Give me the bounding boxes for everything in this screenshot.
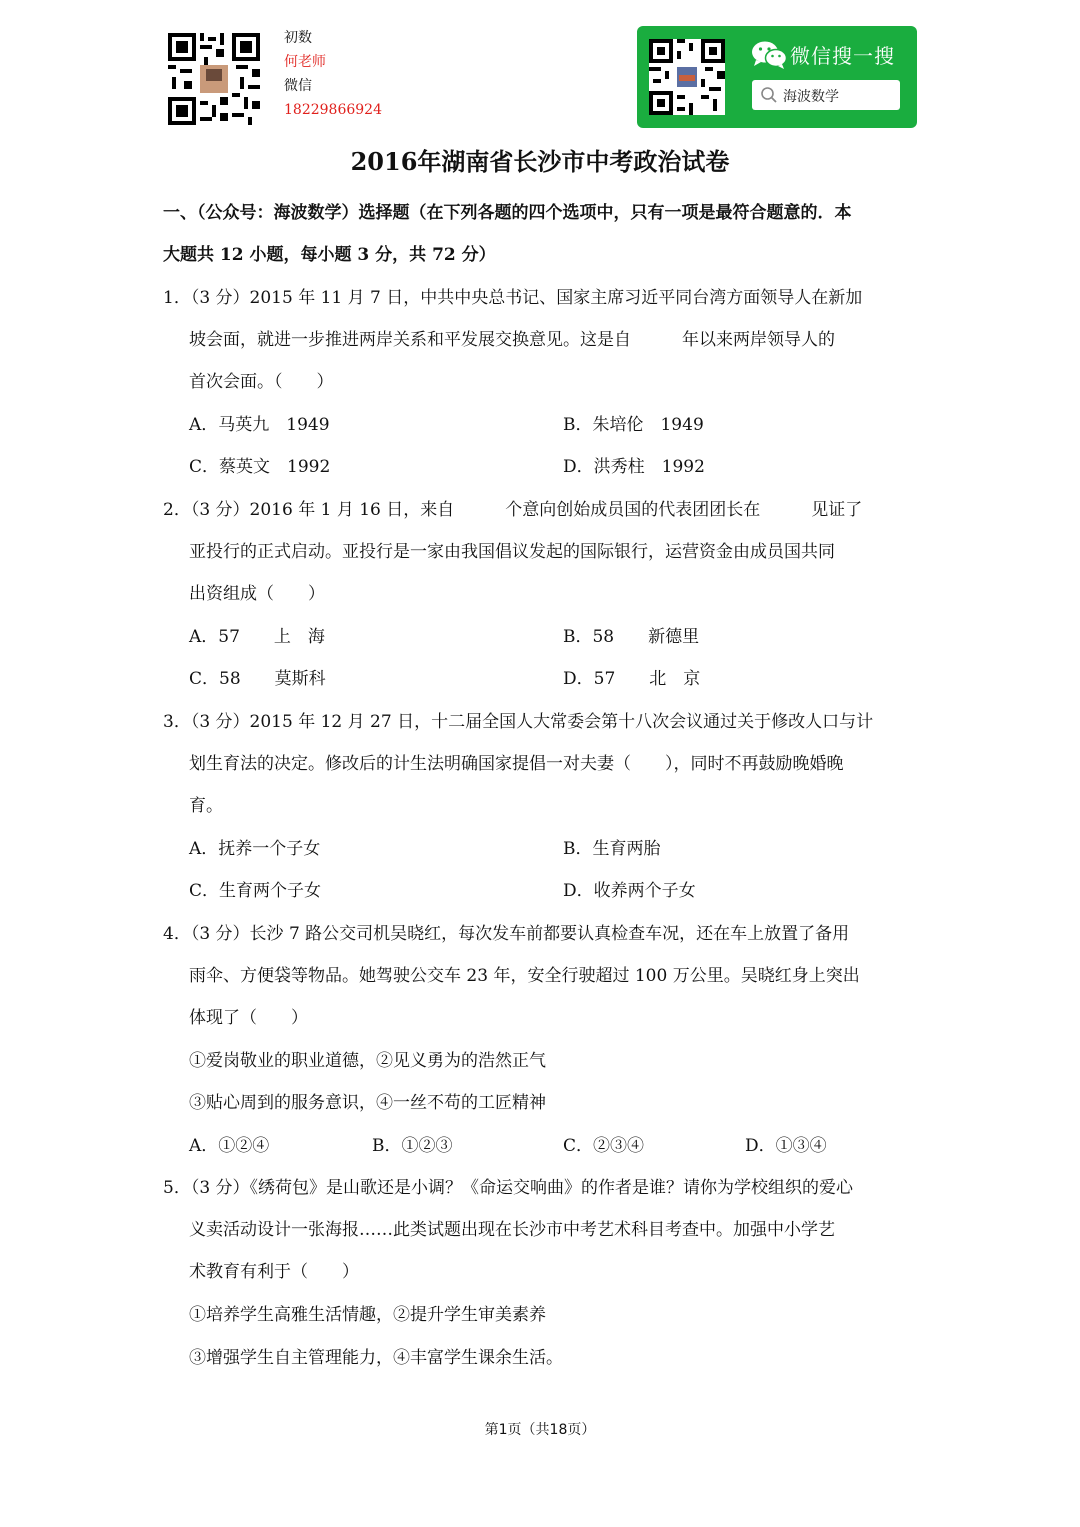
wechat-search-text: 海波数学 (783, 89, 839, 105)
question-2-line1: 2．（3 分）2016 年 1 月 16 日，来自 个意向创始成员国的代表团团长在 见证了 (163, 500, 863, 520)
teacher-qr-code (168, 33, 260, 125)
question-3-option-b[interactable]: B．生育两胎 (563, 839, 661, 859)
search-icon (760, 86, 778, 108)
qr-code-icon (168, 33, 260, 125)
wechat-qr-code (649, 39, 725, 115)
question-4-option-b[interactable]: B．①②③ (372, 1136, 453, 1156)
wechat-search-box[interactable] (752, 80, 900, 110)
question-3-option-c[interactable]: C．生育两个子女 (189, 881, 322, 901)
section-heading-line2: 大题共 12 小题，每小题 3 分，共 72 分） (163, 245, 496, 265)
question-2-option-c[interactable]: C．58 莫斯科 (189, 669, 326, 689)
question-1-option-c[interactable]: C．蔡英文 1992 (189, 457, 331, 477)
question-4-option-c[interactable]: C．②③④ (563, 1136, 645, 1156)
question-2-option-a[interactable]: A．57 上 海 (189, 627, 325, 647)
question-1-option-b[interactable]: B．朱培伦 1949 (563, 415, 704, 435)
contact-line1: 初数 (284, 30, 312, 46)
question-5-line2: 义卖活动设计一张海报……此类试题出现在长沙市中考艺术科目考查中。加强中小学艺 (189, 1220, 835, 1240)
question-1-option-d[interactable]: D．洪秀柱 1992 (563, 457, 705, 477)
contact-info (284, 26, 382, 122)
section-heading-line1: 一、（公众号：海波数学）选择题（在下列各题的四个选项中，只有一项是最符合题意的．本 (163, 203, 852, 223)
contact-phone: 18229866924 (284, 102, 382, 118)
question-2-line2: 亚投行的正式启动。亚投行是一家由我国倡议发起的国际银行，运营资金由成员国共同 (189, 542, 835, 562)
question-4-line2: 雨伞、方便袋等物品。她驾驶公交车 23 年，安全行驶超过 100 万公里。吴晓红身上突出 (189, 966, 860, 986)
question-4-line3: 体现了（ ） (189, 1008, 308, 1028)
wechat-logo-icon (751, 40, 787, 70)
question-4-statement1: ①爱岗敬业的职业道德，②见义勇为的浩然正气 (189, 1051, 546, 1071)
wechat-search-card[interactable] (637, 26, 917, 128)
question-1-line2: 坡会面，就进一步推进两岸关系和平发展交换意见。这是自 年以来两岸领导人的 (189, 330, 835, 350)
question-5-line1: 5．（3 分）《绣荷包》是山歌还是小调？《命运交响曲》的作者是谁？请你为学校组织的爱心 (163, 1178, 854, 1198)
question-5-line3: 术教育有利于（ ） (189, 1262, 359, 1282)
question-2-option-d[interactable]: D．57 北 京 (563, 669, 701, 689)
question-4-option-a[interactable]: A．①②④ (189, 1136, 270, 1156)
page-title: 2016年湖南省长沙市中考政治试卷 (350, 147, 730, 176)
question-1-line1: 1．（3 分）2015 年 11 月 7 日，中共中央总书记、国家主席习近平同台湾方面领导人在新加 (163, 288, 863, 308)
question-4-option-d[interactable]: D．①③④ (745, 1136, 827, 1156)
question-3-line1: 3．（3 分）2015 年 12 月 27 日，十二届全国人大常委会第十八次会议通过关于修改人口与计 (163, 712, 874, 732)
contact-name: 何老师 (284, 54, 326, 70)
question-2-line3: 出资组成（ ） (189, 584, 325, 604)
question-4-statement2: ③贴心周到的服务意识，④一丝不苟的工匠精神 (189, 1093, 546, 1113)
question-3-line3: 育。 (189, 796, 223, 816)
contact-line3: 微信 (284, 78, 312, 94)
question-1-option-a[interactable]: A．马英九 1949 (189, 415, 330, 435)
wechat-search-title: 微信搜一搜 (790, 44, 895, 68)
question-3-option-d[interactable]: D．收养两个子女 (563, 881, 696, 901)
question-1-line3: 首次会面。（ ） (189, 372, 334, 392)
question-4-line1: 4．（3 分）长沙 7 路公交司机吴晓红，每次发车前都要认真检查车况，还在车上放置了备用 (163, 924, 850, 944)
qr-code-icon (649, 39, 725, 115)
question-5-statement1: ①培养学生高雅生活情趣，②提升学生审美素养 (189, 1305, 546, 1325)
question-3-option-a[interactable]: A．抚养一个子女 (189, 839, 321, 859)
page-number: 第1页（共18页） (484, 1422, 596, 1438)
question-3-line2: 划生育法的决定。修改后的计生法明确国家提倡一对夫妻（ ），同时不再鼓励晚婚晚 (189, 754, 844, 774)
question-2-option-b[interactable]: B．58 新德里 (563, 627, 700, 647)
question-5-statement2: ③增强学生自主管理能力，④丰富学生课余生活。 (189, 1348, 563, 1368)
